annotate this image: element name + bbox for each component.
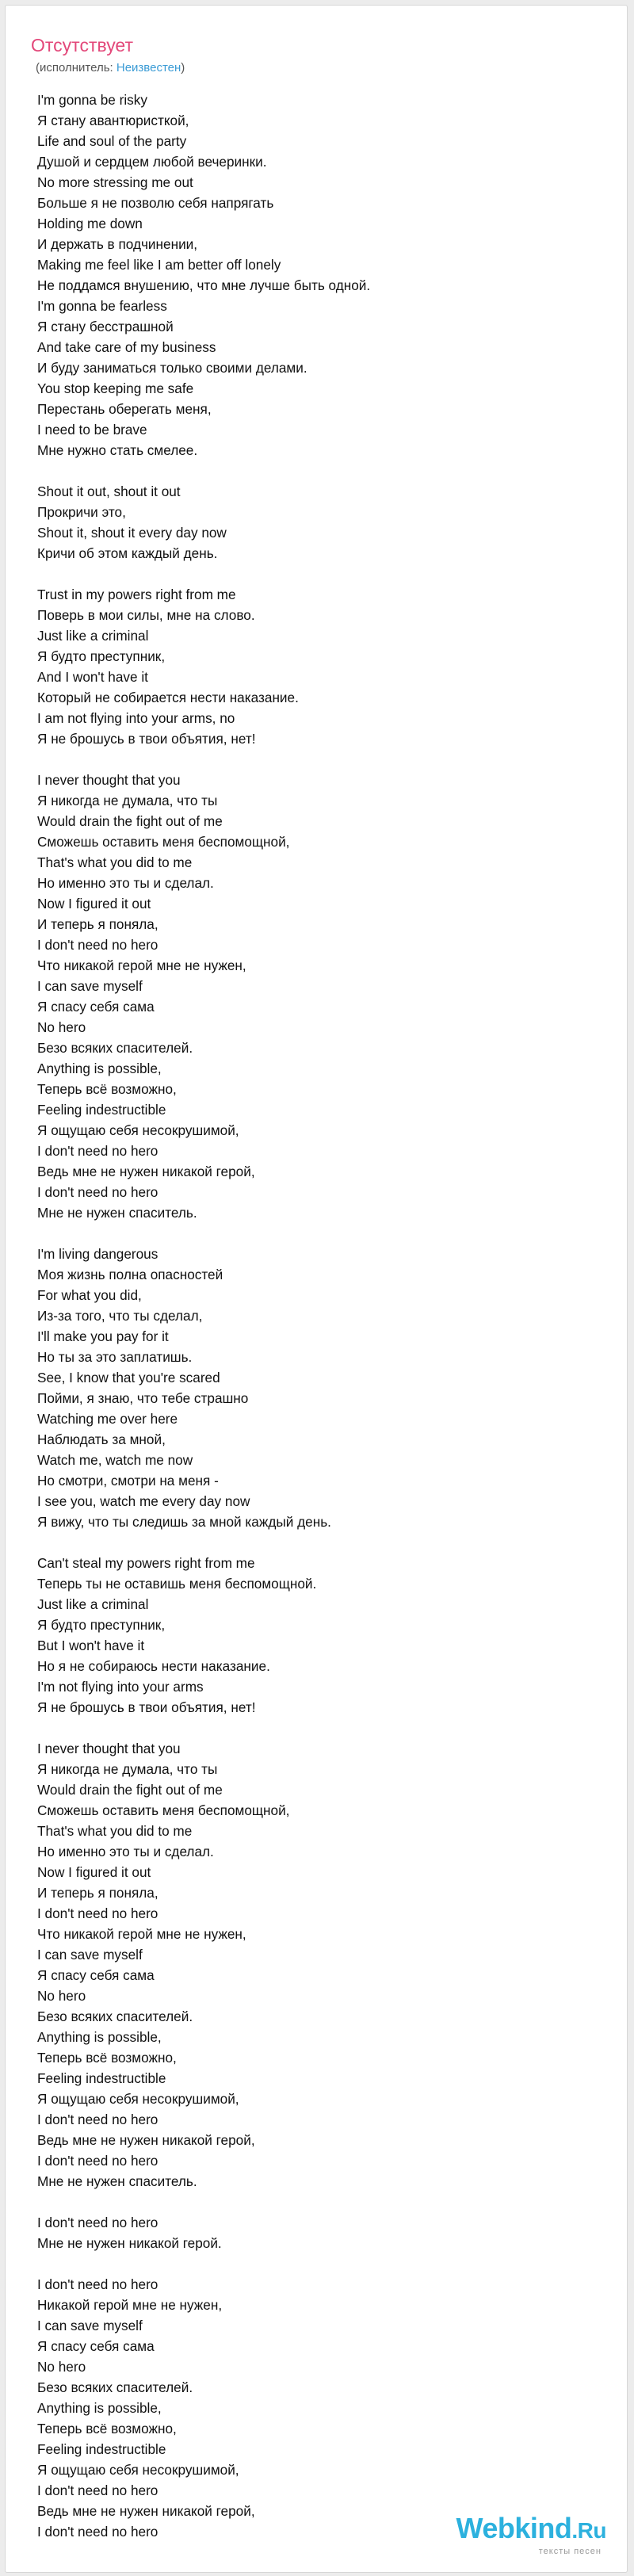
lyric-line: Now I figured it out [37, 896, 151, 912]
lyric-line: Я ощущаю себя несокрушимой, [37, 1122, 239, 1138]
stanza-gap [37, 461, 624, 481]
stanza-gap [37, 1718, 624, 1738]
logo-brand-name: Webkind [456, 2512, 572, 2544]
lyric-line: I don't need no hero [37, 2215, 158, 2230]
logo-domain: .Ru [571, 2518, 606, 2543]
performer-suffix: ) [181, 61, 185, 75]
lyric-line: Никакой герой мне не нужен, [37, 2297, 223, 2313]
lyric-line: Ведь мне не нужен никакой герой, [37, 2132, 255, 2148]
lyric-line: I never thought that you [37, 1741, 181, 1756]
lyric-line: Feeling indestructible [37, 2441, 166, 2457]
lyric-line: And take care of my business [37, 339, 216, 355]
lyric-line: Безо всяких спасителей. [37, 2379, 193, 2395]
lyric-line: Из-за того, что ты сделал, [37, 1308, 203, 1324]
lyric-line: Что никакой герой мне не нужен, [37, 957, 246, 973]
stanza-gap [37, 564, 624, 584]
lyric-line: Но именно это ты и сделал. [37, 1844, 214, 1859]
lyric-line: Would drain the fight out of me [37, 813, 223, 829]
lyric-line: I see you, watch me every day now [37, 1493, 250, 1509]
lyric-line: I am not flying into your arms, no [37, 710, 235, 726]
performer-link[interactable]: Неизвестен [116, 61, 181, 75]
lyric-line: Прокричи это, [37, 504, 126, 520]
lyric-line: Что никакой герой мне не нужен, [37, 1926, 246, 1942]
lyric-line: Ведь мне не нужен никакой герой, [37, 2503, 255, 2519]
lyric-line: No hero [37, 2359, 86, 2375]
lyric-line: That's what you did to me [37, 1823, 193, 1839]
lyric-line: Теперь всё возможно, [37, 2421, 177, 2436]
lyric-line: Holding me down [37, 216, 143, 231]
lyric-line: Безо всяких спасителей. [37, 2008, 193, 2024]
lyric-line: I don't need no hero [37, 2276, 158, 2292]
lyric-line: Душой и сердцем любой вечеринки. [37, 154, 267, 170]
lyric-line: For what you did, [37, 1287, 142, 1303]
lyric-line: No hero [37, 1988, 86, 2004]
lyric-line: Just like a criminal [37, 628, 149, 644]
lyric-line: Would drain the fight out of me [37, 1782, 223, 1798]
lyric-line: Now I figured it out [37, 1864, 151, 1880]
lyric-line: Watch me, watch me now [37, 1452, 193, 1468]
lyric-line: I don't need no hero [37, 1143, 158, 1159]
lyric-line: И теперь я поняла, [37, 1885, 158, 1901]
lyric-line: Мне не нужен никакой герой. [37, 2235, 222, 2251]
lyric-line: I don't need no hero [37, 2482, 158, 2498]
lyric-line: Мне не нужен спаситель. [37, 2173, 197, 2189]
lyric-line: I can save myself [37, 1947, 143, 1963]
lyric-line: Anything is possible, [37, 2029, 162, 2045]
lyric-line: I never thought that you [37, 772, 181, 788]
stanza-gap [37, 2253, 624, 2274]
song-title: Отсутствует [31, 35, 133, 55]
lyric-line: That's what you did to me [37, 854, 193, 870]
lyric-line: Поверь в мои силы, мне на слово. [37, 607, 255, 623]
lyric-line: Теперь всё возможно, [37, 2050, 177, 2066]
lyrics-card [5, 5, 628, 2573]
lyric-line: Just like a criminal [37, 1596, 149, 1612]
lyric-line: Я не брошусь в твои объятия, нет! [37, 731, 256, 747]
lyric-line: Я вижу, что ты следишь за мной каждый день. [37, 1514, 331, 1530]
stanza-gap [37, 1223, 624, 1244]
site-logo[interactable] [456, 2514, 606, 2556]
lyric-line: И теперь я поняла, [37, 916, 158, 932]
lyric-line: I don't need no hero [37, 1905, 158, 1921]
stanza-gap [37, 2192, 624, 2212]
lyric-line: Теперь всё возможно, [37, 1081, 177, 1097]
lyric-line: Я спасу себя сама [37, 999, 155, 1015]
lyric-line: I don't need no hero [37, 2112, 158, 2127]
lyric-line: Feeling indestructible [37, 2070, 166, 2086]
lyric-line: I can save myself [37, 2318, 143, 2333]
lyric-line: Больше я не позволю себя напрягать [37, 195, 274, 211]
lyric-line: Пойми, я знаю, что тебе страшно [37, 1390, 249, 1406]
lyric-line: Anything is possible, [37, 2400, 162, 2416]
lyric-line: Я никогда не думала, что ты [37, 793, 218, 808]
lyric-line: Но именно это ты и сделал. [37, 875, 214, 891]
lyric-line: Перестань оберегать меня, [37, 401, 212, 417]
lyric-line: Feeling indestructible [37, 1102, 166, 1118]
lyric-line: No more stressing me out [37, 174, 193, 190]
lyric-line: But I won't have it [37, 1638, 145, 1653]
lyric-line: Making me feel like I am better off lonely [37, 257, 281, 273]
lyric-line: И держать в подчинении, [37, 236, 198, 252]
lyric-line: Который не собирается нести наказание. [37, 690, 299, 705]
lyric-line: Кричи об этом каждый день. [37, 545, 218, 561]
lyric-line: Мне не нужен спаситель. [37, 1205, 197, 1221]
lyric-line: I'm living dangerous [37, 1246, 158, 1262]
lyric-line: Я спасу себя сама [37, 2338, 155, 2354]
lyric-line: I don't need no hero [37, 2524, 158, 2540]
logo-tagline: тексты песен [538, 2547, 602, 2556]
lyric-line: I'm gonna be risky [37, 92, 147, 108]
lyric-line: Наблюдать за мной, [37, 1431, 166, 1447]
lyric-line: Мне нужно стать смелее. [37, 442, 198, 458]
lyric-line: Life and soul of the party [37, 133, 187, 149]
lyrics-text [37, 90, 624, 2542]
lyric-line: Я спасу себя сама [37, 1967, 155, 1983]
lyric-line: I need to be brave [37, 422, 147, 438]
lyric-line: Я будто преступник, [37, 1617, 166, 1633]
lyric-line: И буду заниматься только своими делами. [37, 360, 307, 376]
lyric-line: Но я не собираюсь нести наказание. [37, 1658, 270, 1674]
lyric-line: Моя жизнь полна опасностей [37, 1267, 223, 1282]
lyric-line: You stop keeping me safe [37, 380, 194, 396]
lyric-line: I don't need no hero [37, 1184, 158, 1200]
lyric-line: Watching me over here [37, 1411, 178, 1427]
lyric-line: Trust in my powers right from me [37, 587, 236, 602]
lyric-line: Но смотри, смотри на меня - [37, 1473, 219, 1489]
lyric-line: Shout it, shout it every day now [37, 525, 227, 541]
lyric-line: I'm gonna be fearless [37, 298, 167, 314]
logo-brand [456, 2514, 606, 2545]
stanza-gap [37, 749, 624, 770]
performer-line [36, 61, 185, 75]
lyric-line: Anything is possible, [37, 1061, 162, 1076]
lyric-line: I'm not flying into your arms [37, 1679, 204, 1695]
lyric-line: I don't need no hero [37, 937, 158, 953]
lyric-line: Я стану авантюристкой, [37, 113, 189, 128]
lyric-line: I'll make you pay for it [37, 1328, 169, 1344]
lyric-line: Shout it out, shout it out [37, 483, 181, 499]
lyric-line: Can't steal my powers right from me [37, 1555, 255, 1571]
lyric-line: I can save myself [37, 978, 143, 994]
lyric-line: And I won't have it [37, 669, 148, 685]
stanza-gap [37, 1532, 624, 1553]
lyric-line: Теперь ты не оставишь меня беспомощной. [37, 1576, 317, 1592]
lyric-line: No hero [37, 1019, 86, 1035]
lyric-line: Я ощущаю себя несокрушимой, [37, 2091, 239, 2107]
lyric-line: Ведь мне не нужен никакой герой, [37, 1164, 255, 1179]
lyric-line: Безо всяких спасителей. [37, 1040, 193, 1056]
lyric-line: Я будто преступник, [37, 648, 166, 664]
lyric-line: Но ты за это заплатишь. [37, 1349, 193, 1365]
lyric-line: Не поддамся внушению, что мне лучше быть одной. [37, 277, 371, 293]
lyric-line: See, I know that you're scared [37, 1370, 220, 1385]
lyric-line: Я стану бесстрашной [37, 319, 174, 334]
lyric-line: I don't need no hero [37, 2153, 158, 2169]
performer-prefix: (исполнитель: [36, 61, 116, 75]
lyric-line: Сможешь оставить меня беспомощной, [37, 1802, 290, 1818]
lyric-line: Я никогда не думала, что ты [37, 1761, 218, 1777]
lyric-line: Я ощущаю себя несокрушимой, [37, 2462, 239, 2478]
lyric-line: Я не брошусь в твои объятия, нет! [37, 1699, 256, 1715]
lyric-line: Сможешь оставить меня беспомощной, [37, 834, 290, 850]
